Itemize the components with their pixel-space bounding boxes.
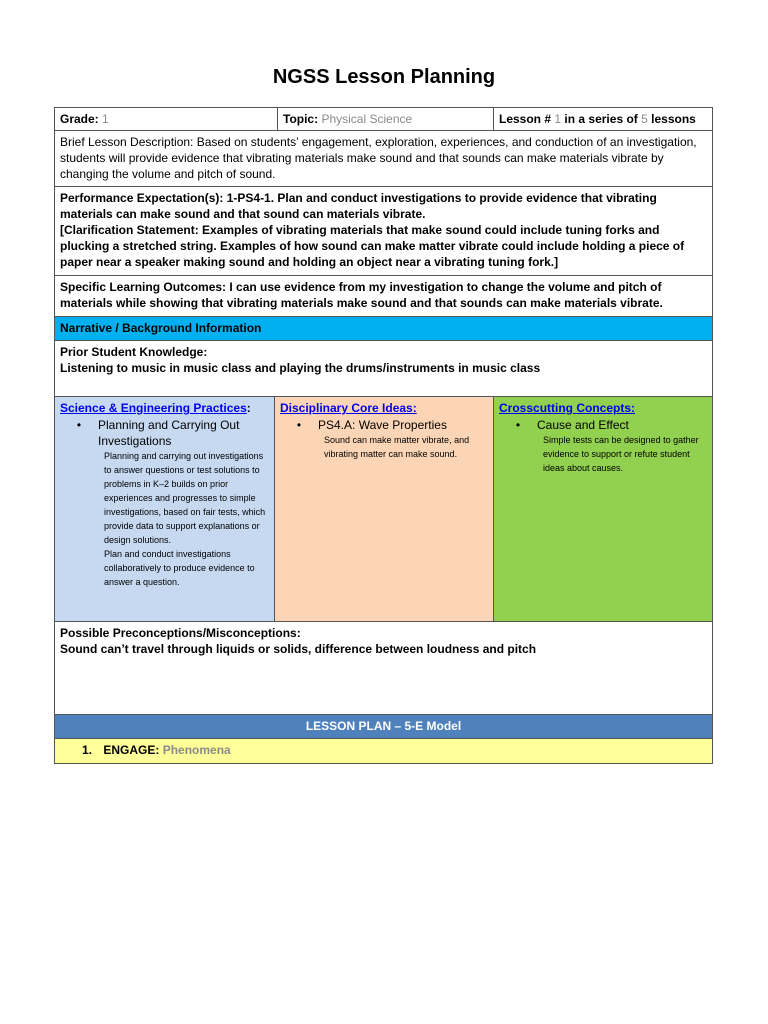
lesson-value: 1 [554, 112, 562, 126]
series-label: in a series of [564, 112, 638, 126]
preconceptions-label: Possible Preconceptions/Misconceptions: [60, 626, 301, 640]
practices-heading-colon: : [246, 401, 251, 415]
header-row [55, 108, 712, 131]
crosscutting-heading-link[interactable]: Crosscutting Concepts: [499, 401, 636, 415]
practices-cell [55, 397, 274, 621]
lesson-plan-header: LESSON PLAN – 5-E Model [305, 719, 462, 733]
grade-value: 1 [102, 112, 109, 126]
lesson-table [54, 107, 713, 764]
engage-cell [55, 739, 712, 763]
lesson-plan-header-row [55, 715, 712, 739]
crosscutting-item [499, 417, 707, 433]
crosscutting-item-label: Cause and Effect [537, 418, 629, 432]
preconceptions-text: Sound can’t travel through liquids or solids, difference between loudness and pitch [60, 642, 537, 656]
lessons-label: lessons [651, 112, 696, 126]
prior-knowledge-text: Listening to music in music class and playing the drums/instruments in music class [60, 361, 541, 375]
engage-number: 1. [82, 743, 93, 757]
practices-detail-1: Planning and carrying out investigations to answer questions or test solutions to problems in K–2 builds on prior experiences and progresses to simple investigations, based on fair tests, which provide data to support explanations or design solutions. [104, 451, 266, 545]
core-ideas-heading-link[interactable]: Disciplinary Core Ideas: [280, 401, 417, 415]
brief-description-row [55, 131, 712, 187]
crosscutting-cell [493, 397, 712, 621]
performance-expectation-row [55, 187, 712, 276]
brief-description: Brief Lesson Description: Based on students’ engagement, exploration, experiences, and conduction of an investigation, students will provide evidence that vibrating materials make sound and that sounds can make materials vibrate by changing the volume and pitch of sound. [60, 135, 697, 181]
crosscutting-detail: Simple tests can be designed to gather evidence to support or refute student ideas about causes. [543, 435, 699, 473]
practices-item-label: Planning and Carrying Out Investigations [98, 418, 240, 448]
engage-value: Phenomena [162, 743, 231, 757]
topic-cell [277, 108, 493, 130]
performance-expectation: Performance Expectation(s): 1-PS4-1. Plan and conduct investigations to provide evidence that vibrating materials can make sound and that sound can materials vibrate. [60, 191, 657, 221]
bullet-icon: • [515, 418, 521, 432]
grade-label: Grade: [60, 112, 99, 126]
engage-row [55, 739, 712, 763]
standards-row [55, 397, 712, 622]
core-ideas-cell [274, 397, 493, 621]
page-title: NGSS Lesson Planning [272, 66, 496, 88]
practices-detail-2: Plan and conduct investigations collaboratively to produce evidence to answer a question. [104, 549, 255, 587]
prior-knowledge-label: Prior Student Knowledge: [60, 345, 208, 359]
engage-label: ENGAGE: [103, 743, 160, 757]
narrative-header-row [55, 317, 712, 341]
prior-knowledge-cell [55, 341, 712, 396]
narrative-header: Narrative / Background Information [60, 321, 262, 335]
learning-outcomes-row [55, 276, 712, 317]
lesson-label: Lesson # [499, 112, 552, 126]
practices-heading-link[interactable]: Science & Engineering Practices [60, 401, 247, 415]
clarification-statement: [Clarification Statement: Examples of vibrating materials that make sound could include tuning forks and plucking a stretched string. Examples of how sound can make matter vibrate could include holding a piece of paper near a speaker making sound and holding an object near a vibrating tuning fork.] [60, 223, 685, 269]
core-ideas-item-label: PS4.A: Wave Properties [318, 418, 447, 432]
core-ideas-item [280, 417, 488, 433]
bullet-icon: • [76, 418, 82, 432]
series-value: 5 [641, 112, 648, 126]
core-ideas-detail: Sound can make matter vibrate, and vibrating matter can make sound. [324, 435, 470, 459]
grade-cell [55, 108, 277, 130]
performance-expectation-cell [55, 187, 712, 275]
preconceptions-cell [55, 622, 712, 714]
topic-value: Physical Science [321, 112, 413, 126]
topic-label: Topic: [283, 112, 319, 126]
preconceptions-row [55, 622, 712, 715]
bullet-icon: • [296, 418, 302, 432]
learning-outcomes: Specific Learning Outcomes: I can use evidence from my investigation to change the volume and pitch of materials while showing that vibrating materials make sound and that sounds can make materials vibrate. [60, 280, 663, 310]
lesson-cell [493, 108, 712, 130]
practices-item [60, 417, 269, 449]
prior-knowledge-row [55, 341, 712, 397]
